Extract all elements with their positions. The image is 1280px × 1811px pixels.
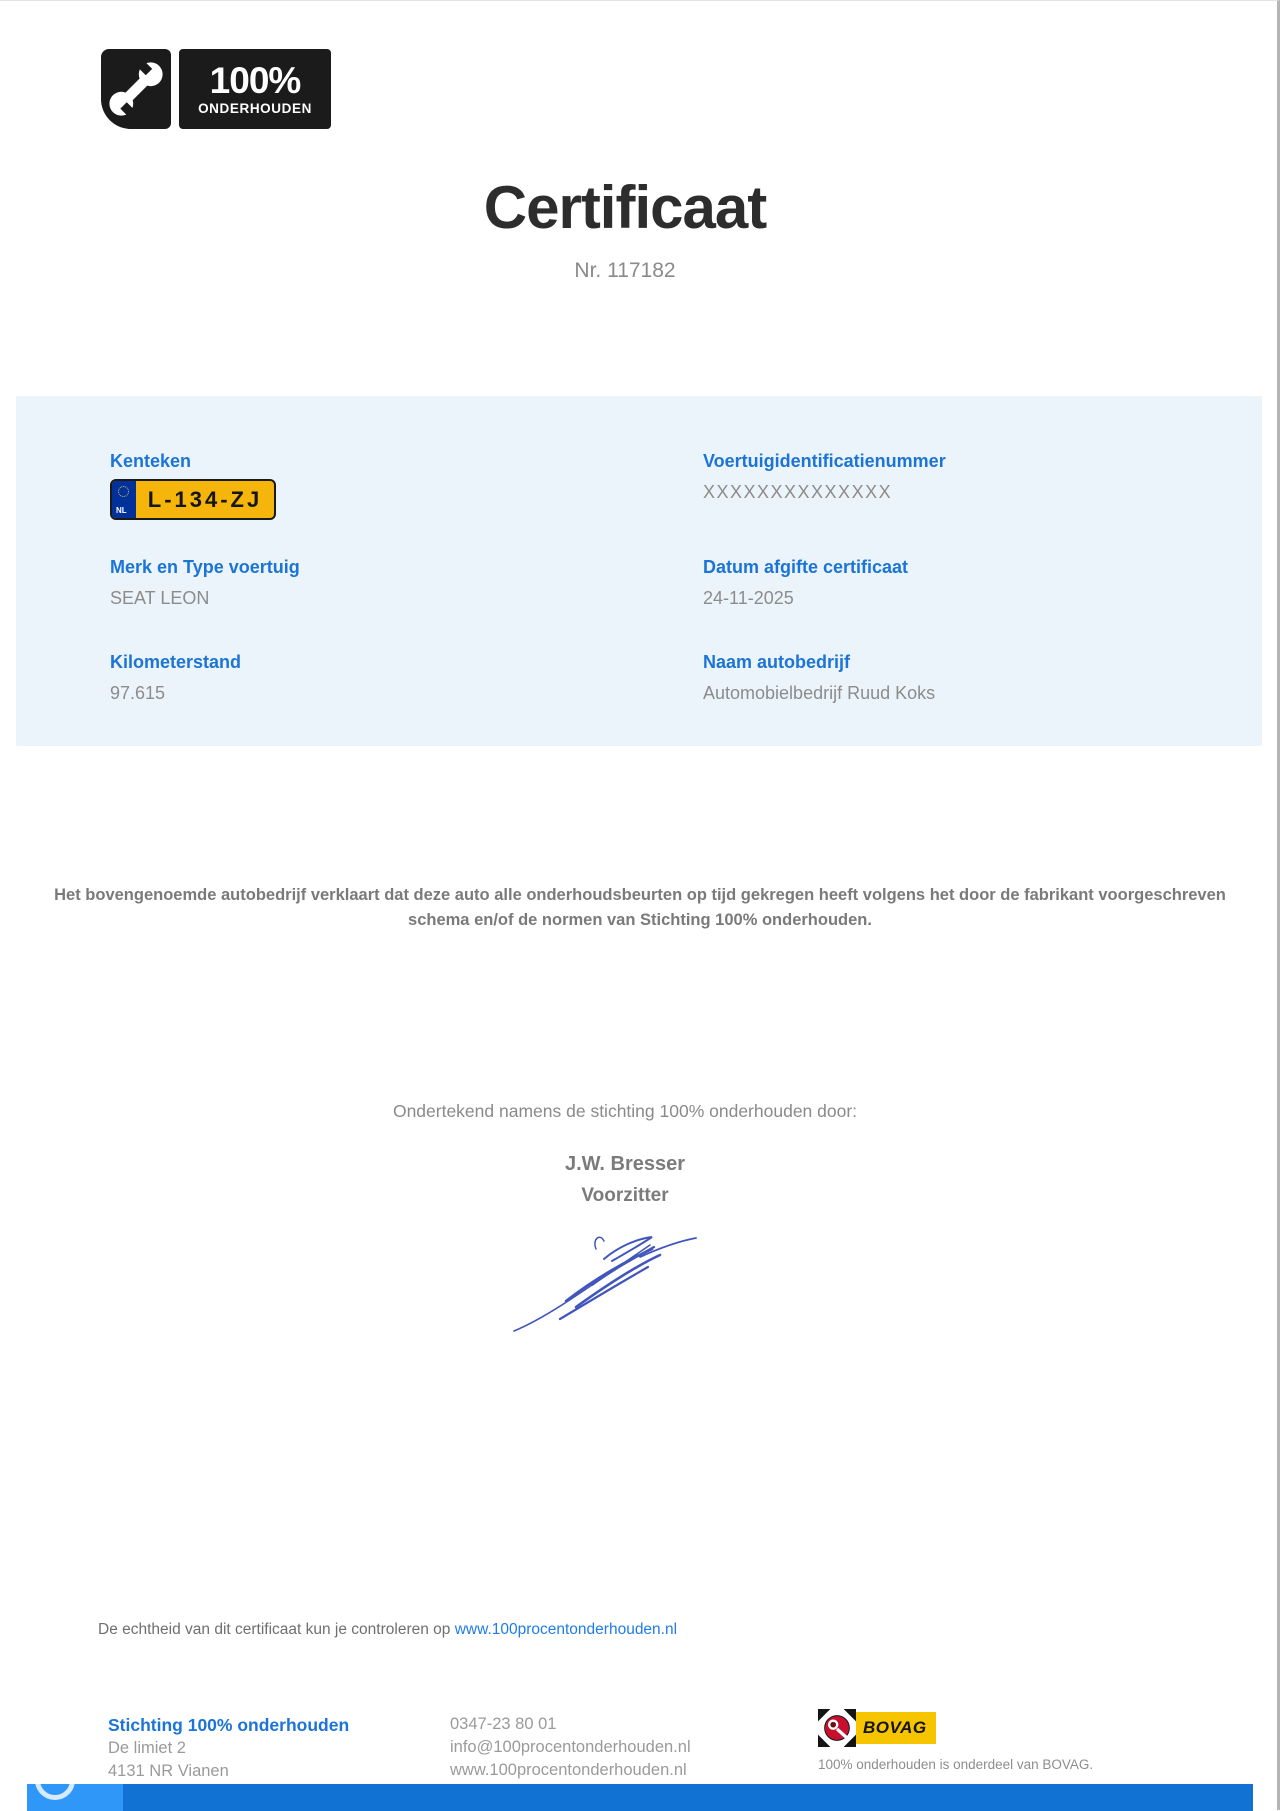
verification-line xyxy=(98,1621,677,1639)
footer-bovag xyxy=(818,1708,1093,1772)
datum-label: Datum afgifte certificaat xyxy=(703,557,909,577)
logo xyxy=(101,49,331,129)
footer-org-address1: De limiet 2 xyxy=(108,1739,186,1757)
bovag-emblem-icon xyxy=(818,1709,856,1747)
footer-contact xyxy=(450,1713,691,1782)
autobedrijf-value: Automobielbedrijf Ruud Koks xyxy=(703,683,936,703)
eu-stars-icon xyxy=(118,486,129,497)
footer-email: info@100procentonderhouden.nl xyxy=(450,1738,691,1756)
merk-label: Merk en Type voertuig xyxy=(110,557,300,577)
declaration-text: Het bovengenoemde autobedrijf verklaart dat deze auto alle onderhoudsbeurten op tijd gekregen heeft volgens het door de fabrikant voorgeschreven schema en/of de normen van Stichting 100% onderhouden. xyxy=(54,886,1226,929)
page-title: Certificaat xyxy=(483,174,767,241)
bovag-note: 100% onderhouden is onderdeel van BOVAG. xyxy=(818,1757,1094,1772)
plate-number: L-134-ZJ xyxy=(147,486,263,512)
footer-org-address2: 4131 NR Vianen xyxy=(108,1762,229,1780)
footer-phone: 0347-23 80 01 xyxy=(450,1715,557,1733)
footer-org-name: Stichting 100% onderhouden xyxy=(108,1715,350,1735)
bovag-logo xyxy=(818,1708,1093,1748)
license-plate xyxy=(110,479,276,520)
verification-link[interactable]: www.100procentonderhouden.nl xyxy=(454,1621,678,1638)
footer-organisation xyxy=(108,1713,349,1783)
logo-percent: 100% xyxy=(209,59,301,101)
vin-value: XXXXXXXXXXXXXX xyxy=(703,482,893,502)
kilometerstand-label: Kilometerstand xyxy=(110,652,242,672)
verification-text: De echtheid van dit certificaat kun je controleren op xyxy=(98,1621,455,1638)
signer-name: J.W. Bresser xyxy=(564,1153,686,1175)
logo-subtitle: ONDERHOUDEN xyxy=(198,100,312,116)
vin-label: Voertuigidentificatienummer xyxy=(703,451,946,471)
plate-eu-strip xyxy=(112,481,136,518)
logo-wordmark xyxy=(179,49,331,129)
signer-role: Voorzitter xyxy=(581,1185,669,1206)
wrench-icon xyxy=(101,49,171,129)
certificate-number: Nr. 117182 xyxy=(574,259,676,282)
kenteken-label: Kenteken xyxy=(110,451,192,471)
plate-country-code: NL xyxy=(116,506,127,515)
signing-intro: Ondertekend namens de stichting 100% onderhouden door: xyxy=(392,1101,858,1121)
datum-value: 24-11-2025 xyxy=(703,588,794,608)
bottom-accent-bar xyxy=(27,1784,1253,1811)
bovag-wordmark: BOVAG xyxy=(856,1712,936,1744)
kilometerstand-value: 97.615 xyxy=(110,683,166,703)
merk-value: SEAT LEON xyxy=(110,588,210,608)
footer-website: www.100procentonderhouden.nl xyxy=(450,1761,687,1779)
signature-image xyxy=(500,1223,730,1338)
autobedrijf-label: Naam autobedrijf xyxy=(703,652,851,672)
